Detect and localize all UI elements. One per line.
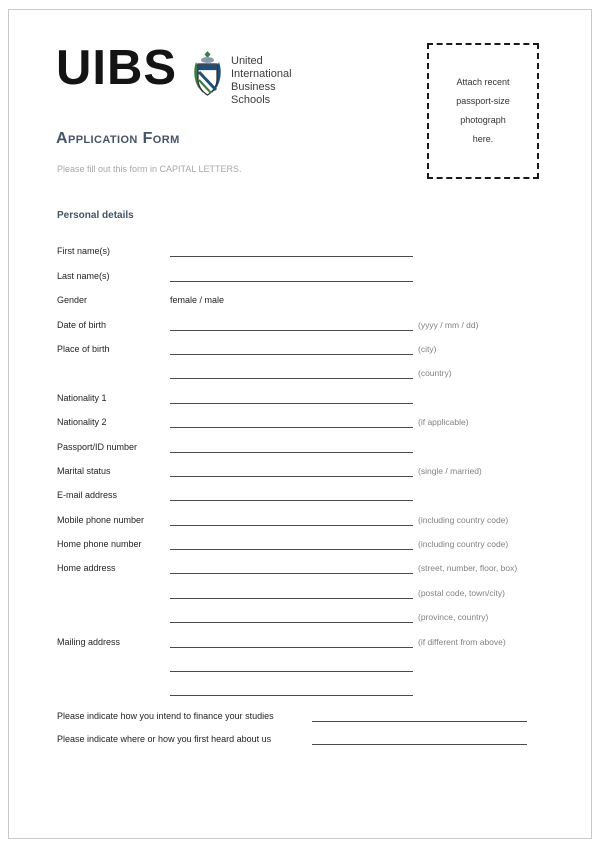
- photo-box-text-line: here.: [472, 134, 494, 144]
- field-label: Mailing address: [57, 636, 121, 647]
- input-line[interactable]: [170, 414, 413, 428]
- input-line[interactable]: [170, 487, 413, 501]
- field-label: Please indicate where or how you first heard about us: [57, 734, 272, 744]
- form-row: [57, 550, 543, 574]
- input-line[interactable]: [170, 609, 413, 623]
- field-label: Please indicate how you intend to finance your studies: [57, 711, 274, 721]
- form-title: Application Form: [56, 130, 180, 147]
- input-line[interactable]: [170, 463, 413, 477]
- org-name: [231, 55, 292, 107]
- field-hint: (including country code): [418, 539, 509, 550]
- form-row: [57, 379, 543, 403]
- field-hint: (country): [418, 368, 452, 379]
- field-hint: (if applicable): [418, 417, 469, 428]
- field-label: [57, 378, 170, 379]
- field-label: Nationality 1: [57, 392, 107, 403]
- form-row: [57, 428, 543, 452]
- input-line[interactable]: [170, 317, 413, 331]
- field-label: [57, 695, 170, 696]
- input-line[interactable]: [170, 268, 413, 282]
- form-fields: [57, 233, 543, 696]
- field-hint: (single / married): [418, 465, 482, 476]
- input-line[interactable]: [170, 634, 413, 648]
- field-value: female / male: [170, 295, 225, 306]
- field-label: Marital status: [57, 465, 111, 476]
- field-label: Date of birth: [57, 319, 107, 330]
- input-line[interactable]: [170, 560, 413, 574]
- form-row: [57, 355, 543, 379]
- field-label: Last name(s): [57, 270, 110, 281]
- form-row: [57, 233, 543, 257]
- input-line[interactable]: [170, 243, 413, 257]
- field-label: [57, 598, 170, 599]
- form-row-wide: [57, 722, 543, 745]
- input-line[interactable]: [170, 341, 413, 355]
- form-row: [57, 453, 543, 477]
- input-line[interactable]: [312, 709, 527, 722]
- field-hint: (postal code, town/city): [418, 587, 505, 598]
- input-line[interactable]: [170, 682, 413, 696]
- org-name-line: Schools: [231, 94, 271, 106]
- photo-box-text-line: photograph: [460, 115, 506, 125]
- org-name-line: United: [231, 55, 263, 67]
- wide-form-fields: [57, 699, 543, 745]
- form-row: [57, 477, 543, 501]
- input-line[interactable]: [170, 390, 413, 404]
- input-line[interactable]: [170, 585, 413, 599]
- form-row: [57, 648, 543, 672]
- field-label: Home phone number: [57, 539, 142, 550]
- photo-box-text-line: Attach recent: [456, 77, 510, 87]
- field-label: Place of birth: [57, 343, 110, 354]
- photo-attachment-box[interactable]: [427, 43, 539, 179]
- field-label: First name(s): [57, 246, 111, 257]
- form-row: [57, 526, 543, 550]
- input-line[interactable]: [170, 658, 413, 672]
- uibs-logo: UIBS: [56, 41, 178, 95]
- form-row: [57, 672, 543, 696]
- form-row: [57, 306, 543, 330]
- input-line[interactable]: [312, 732, 527, 745]
- org-name-line: Business: [231, 81, 276, 93]
- input-line[interactable]: [170, 365, 413, 379]
- form-instructions: Please fill out this form in CAPITAL LETTERS.: [57, 164, 242, 174]
- field-label: Nationality 2: [57, 417, 107, 428]
- field-label: Mobile phone number: [57, 514, 145, 525]
- input-line[interactable]: [170, 536, 413, 550]
- field-hint: (city): [418, 343, 437, 354]
- field-label: Home address: [57, 563, 116, 574]
- field-hint: (province, country): [418, 612, 489, 623]
- form-row: [57, 282, 543, 306]
- org-name-line: International: [231, 68, 292, 80]
- section-heading-personal-details: Personal details: [57, 210, 134, 221]
- field-label: Passport/ID number: [57, 441, 138, 452]
- form-row: [57, 501, 543, 525]
- field-label: [57, 622, 170, 623]
- field-label: Gender: [57, 295, 88, 306]
- form-row-wide: [57, 699, 543, 722]
- input-line[interactable]: [170, 439, 413, 453]
- field-hint: (street, number, floor, box): [418, 563, 518, 574]
- uibs-crest-icon: [191, 50, 224, 102]
- photo-box-text-line: passport-size: [456, 96, 510, 106]
- field-hint: (if different from above): [418, 636, 506, 647]
- field-label: E-mail address: [57, 490, 118, 501]
- form-row: [57, 404, 543, 428]
- form-row: [57, 623, 543, 647]
- form-row: [57, 574, 543, 598]
- input-line[interactable]: [170, 512, 413, 526]
- field-hint: (yyyy / mm / dd): [418, 319, 479, 330]
- form-row: [57, 257, 543, 281]
- form-row: [57, 331, 543, 355]
- field-label: [57, 671, 170, 672]
- form-row: [57, 599, 543, 623]
- field-hint: (including country code): [418, 514, 509, 525]
